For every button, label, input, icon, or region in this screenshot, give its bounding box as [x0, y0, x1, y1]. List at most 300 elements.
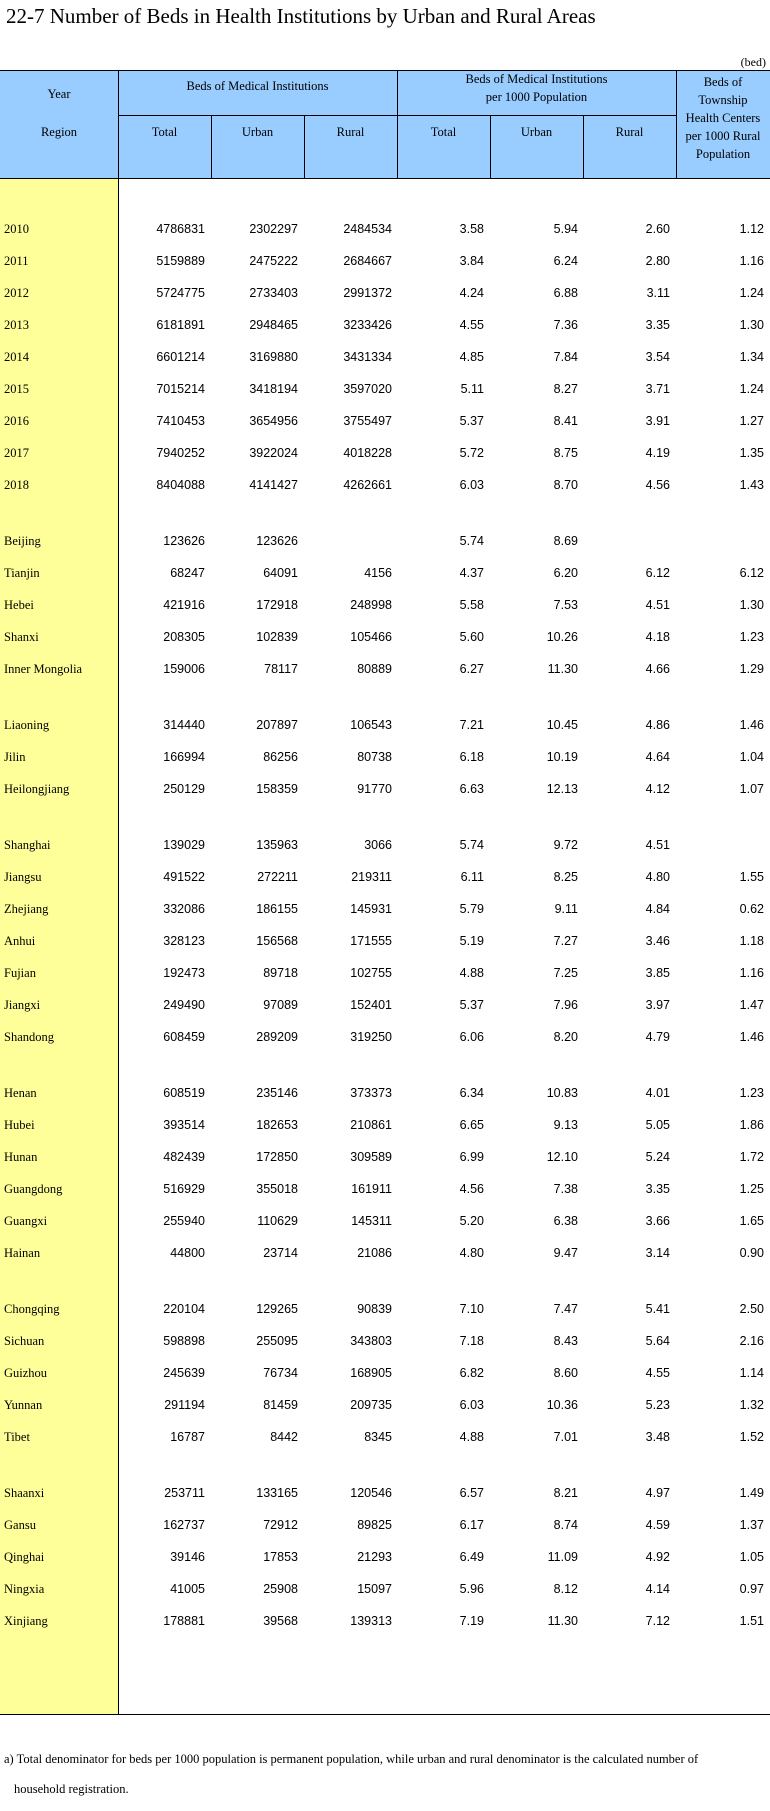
cell-value: 1.46 — [739, 1030, 764, 1044]
header-rural-per1000: Rural — [615, 125, 644, 139]
cell-value: 2.50 — [739, 1302, 764, 1316]
cell-value: 0.97 — [739, 1582, 764, 1596]
cell-value: 5.74 — [459, 534, 484, 548]
cell-value: 1.16 — [739, 966, 764, 980]
header-vline — [490, 115, 491, 178]
row-label: Sichuan — [4, 1334, 45, 1348]
cell-value: 1.86 — [739, 1118, 764, 1132]
cell-value: 6.18 — [459, 750, 484, 764]
row-label: Qinghai — [4, 1550, 45, 1564]
cell-value: 4.18 — [645, 630, 670, 644]
cell-value: 5.37 — [459, 414, 484, 428]
table-row — [0, 475, 770, 497]
cell-value: 7.47 — [553, 1302, 578, 1316]
cell-value: 8.21 — [553, 1486, 578, 1500]
cell-value: 6.24 — [553, 254, 578, 268]
header-urban-per1000: Urban — [520, 125, 553, 139]
row-label: Heilongjiang — [4, 782, 70, 796]
row-label: Guangxi — [4, 1214, 48, 1228]
cell-value: 4.24 — [459, 286, 484, 300]
header-township-2: Township — [698, 93, 748, 107]
table-row — [0, 251, 770, 273]
cell-value: 4.51 — [645, 838, 670, 852]
cell-value: 235146 — [256, 1086, 298, 1100]
cell-value: 1.23 — [739, 1086, 764, 1100]
cell-value: 4.51 — [645, 598, 670, 612]
cell-value: 5.58 — [459, 598, 484, 612]
cell-value: 3.11 — [646, 286, 670, 300]
cell-value: 7015214 — [156, 382, 205, 396]
cell-value: 1.72 — [739, 1150, 764, 1164]
cell-value: 4.79 — [645, 1030, 670, 1044]
cell-value: 7.12 — [645, 1614, 670, 1628]
cell-value: 208305 — [163, 630, 205, 644]
cell-value: 123626 — [256, 534, 298, 548]
table-row — [0, 443, 770, 465]
cell-value: 3.71 — [645, 382, 670, 396]
header-per1000-line2: per 1000 Population — [485, 90, 588, 104]
cell-value: 1.27 — [739, 414, 764, 428]
cell-value: 39146 — [170, 1550, 205, 1564]
cell-value: 245639 — [163, 1366, 205, 1380]
cell-value: 1.47 — [739, 998, 764, 1012]
cell-value: 8.43 — [553, 1334, 578, 1348]
cell-value: 10.26 — [546, 630, 578, 644]
cell-value: 2302297 — [249, 222, 298, 236]
table-row — [0, 1147, 770, 1169]
cell-value: 7.21 — [459, 718, 484, 732]
cell-value: 3.84 — [459, 254, 484, 268]
cell-value: 6601214 — [156, 350, 205, 364]
cell-value: 105466 — [350, 630, 392, 644]
cell-value: 1.05 — [739, 1550, 764, 1564]
cell-value: 152401 — [350, 998, 392, 1012]
cell-value: 4.84 — [645, 902, 670, 916]
cell-value: 106543 — [350, 718, 392, 732]
cell-value: 12.13 — [546, 782, 578, 796]
cell-value: 332086 — [163, 902, 205, 916]
cell-value: 7.01 — [553, 1430, 578, 1444]
header-township-1: Beds of — [703, 75, 743, 89]
cell-value: 491522 — [163, 870, 205, 884]
row-label: Guangdong — [4, 1182, 63, 1196]
header-vline — [304, 115, 305, 178]
beds-table — [0, 70, 770, 1715]
cell-value: 3755497 — [343, 414, 392, 428]
row-label: Tianjin — [4, 566, 40, 580]
cell-value: 1.32 — [739, 1398, 764, 1412]
footnote-line1: a) Total denominator for beds per 1000 population is permanent population, while urban and rural denominator is the calculated number of — [4, 1752, 699, 1766]
row-label: Inner Mongolia — [4, 662, 83, 676]
cell-value: 3654956 — [249, 414, 298, 428]
cell-value: 289209 — [256, 1030, 298, 1044]
cell-value: 209735 — [350, 1398, 392, 1412]
cell-value: 7.84 — [553, 350, 578, 364]
cell-value: 5.20 — [459, 1214, 484, 1228]
cell-value: 6.03 — [459, 478, 484, 492]
cell-value: 178881 — [163, 1614, 205, 1628]
cell-value: 110629 — [257, 1214, 298, 1228]
cell-value: 1.46 — [739, 718, 764, 732]
cell-value: 2733403 — [249, 286, 298, 300]
table-row — [0, 531, 770, 553]
cell-value: 328123 — [163, 934, 205, 948]
cell-value: 3.14 — [645, 1246, 670, 1260]
cell-value: 68247 — [170, 566, 205, 580]
cell-value: 6.88 — [553, 286, 578, 300]
cell-value: 166994 — [163, 750, 205, 764]
cell-value: 249490 — [163, 998, 205, 1012]
cell-value: 16787 — [170, 1430, 205, 1444]
header-urban: Urban — [241, 125, 274, 139]
cell-value: 6.57 — [459, 1486, 484, 1500]
cell-value: 9.13 — [553, 1118, 578, 1132]
cell-value: 4786831 — [156, 222, 205, 236]
table-row — [0, 1427, 770, 1449]
cell-value: 2.60 — [645, 222, 670, 236]
row-label: Tibet — [4, 1430, 30, 1444]
cell-value: 1.51 — [739, 1614, 764, 1628]
cell-value: 133165 — [256, 1486, 298, 1500]
cell-value: 8.12 — [553, 1582, 578, 1596]
cell-value: 4.64 — [645, 750, 670, 764]
cell-value: 9.11 — [554, 902, 578, 916]
cell-value: 1.49 — [739, 1486, 764, 1500]
header-region: Region — [40, 125, 78, 139]
cell-value: 1.18 — [739, 934, 764, 948]
table-row — [0, 1611, 770, 1633]
table-row — [0, 1483, 770, 1505]
cell-value: 3.91 — [645, 414, 670, 428]
header-township-5: Population — [695, 147, 751, 161]
cell-value: 4.56 — [645, 478, 670, 492]
cell-value: 9.72 — [553, 838, 578, 852]
cell-value: 6.03 — [459, 1398, 484, 1412]
cell-value: 9.47 — [553, 1246, 578, 1260]
cell-value: 2948465 — [249, 318, 298, 332]
cell-value: 250129 — [163, 782, 205, 796]
cell-value: 139029 — [163, 838, 205, 852]
cell-value: 4.66 — [645, 662, 670, 676]
row-label: Hunan — [4, 1150, 38, 1164]
cell-value: 393514 — [163, 1118, 205, 1132]
cell-value: 4.01 — [645, 1086, 670, 1100]
header-beds-group: Beds of Medical Institutions — [186, 79, 329, 93]
cell-value: 12.10 — [546, 1150, 578, 1164]
cell-value: 8.69 — [553, 534, 578, 548]
header-rural: Rural — [336, 125, 365, 139]
cell-value: 0.62 — [739, 902, 764, 916]
cell-value: 255095 — [256, 1334, 298, 1348]
cell-value: 1.30 — [739, 318, 764, 332]
cell-value: 5.74 — [459, 838, 484, 852]
cell-value: 2.16 — [739, 1334, 764, 1348]
cell-value: 3.35 — [645, 1182, 670, 1196]
row-label: Yunnan — [4, 1398, 43, 1412]
cell-value: 1.04 — [739, 750, 764, 764]
cell-value: 3418194 — [249, 382, 298, 396]
cell-value: 1.52 — [739, 1430, 764, 1444]
cell-value: 516929 — [163, 1182, 205, 1196]
cell-value: 1.55 — [739, 870, 764, 884]
cell-value: 5159889 — [156, 254, 205, 268]
cell-value: 5.19 — [459, 934, 484, 948]
cell-value: 5.60 — [459, 630, 484, 644]
cell-value: 207897 — [256, 718, 298, 732]
cell-value: 7.25 — [553, 966, 578, 980]
cell-value: 4.86 — [645, 718, 670, 732]
cell-value: 3.85 — [645, 966, 670, 980]
row-label: Ningxia — [4, 1582, 45, 1596]
cell-value: 8442 — [270, 1430, 298, 1444]
cell-value: 4.80 — [645, 870, 670, 884]
cell-value: 4141427 — [249, 478, 298, 492]
header-vline — [676, 71, 677, 178]
cell-value: 3.58 — [459, 222, 484, 236]
cell-value: 319250 — [350, 1030, 392, 1044]
cell-value: 5724775 — [156, 286, 205, 300]
cell-value: 123626 — [163, 534, 205, 548]
cell-value: 0.90 — [739, 1246, 764, 1260]
cell-value: 186155 — [256, 902, 298, 916]
cell-value: 7.27 — [553, 934, 578, 948]
table-row — [0, 1299, 770, 1321]
cell-value: 7.38 — [553, 1182, 578, 1196]
cell-value: 210861 — [350, 1118, 392, 1132]
cell-value: 5.05 — [645, 1118, 670, 1132]
row-label: 2016 — [4, 414, 29, 428]
cell-value: 220104 — [163, 1302, 205, 1316]
cell-value: 135963 — [256, 838, 298, 852]
cell-value: 3431334 — [343, 350, 392, 364]
cell-value: 21086 — [357, 1246, 392, 1260]
cell-value: 4.88 — [459, 1430, 484, 1444]
cell-value: 64091 — [263, 566, 298, 580]
cell-value: 4.19 — [645, 446, 670, 460]
table-row — [0, 1331, 770, 1353]
table-row — [0, 1211, 770, 1233]
cell-value: 4.12 — [645, 782, 670, 796]
row-label: Guizhou — [4, 1366, 48, 1380]
cell-value: 5.72 — [459, 446, 484, 460]
table-row — [0, 283, 770, 305]
row-label: Fujian — [4, 966, 36, 980]
row-label: Gansu — [4, 1518, 36, 1532]
row-label: Hainan — [4, 1246, 41, 1260]
row-label: Jiangxi — [4, 998, 41, 1012]
cell-value: 3.35 — [645, 318, 670, 332]
header-vline — [583, 115, 584, 178]
row-label: 2012 — [4, 286, 29, 300]
cell-value: 25908 — [263, 1582, 298, 1596]
table-row — [0, 1243, 770, 1265]
table-row — [0, 963, 770, 985]
table-row — [0, 379, 770, 401]
cell-value: 608519 — [163, 1086, 205, 1100]
header-vline — [118, 71, 119, 178]
cell-value: 23714 — [263, 1246, 298, 1260]
cell-value: 5.41 — [645, 1302, 670, 1316]
cell-value: 1.34 — [739, 350, 764, 364]
cell-value: 5.24 — [645, 1150, 670, 1164]
table-row — [0, 315, 770, 337]
row-label: Jiangsu — [4, 870, 42, 884]
cell-value: 5.11 — [460, 382, 484, 396]
table-row — [0, 659, 770, 681]
header-vline — [397, 71, 398, 178]
cell-value: 253711 — [164, 1486, 205, 1500]
cell-value: 4.92 — [645, 1550, 670, 1564]
cell-value: 7.18 — [459, 1334, 484, 1348]
cell-value: 17853 — [263, 1550, 298, 1564]
cell-value: 89718 — [263, 966, 298, 980]
cell-value: 1.24 — [739, 382, 764, 396]
cell-value: 7.19 — [459, 1614, 484, 1628]
cell-value: 192473 — [163, 966, 205, 980]
table-row — [0, 1027, 770, 1049]
cell-value: 7.96 — [553, 998, 578, 1012]
header-total-per1000: Total — [430, 125, 457, 139]
cell-value: 8.60 — [553, 1366, 578, 1380]
cell-value: 11.30 — [547, 662, 578, 676]
cell-value: 8.75 — [553, 446, 578, 460]
cell-value: 5.96 — [459, 1582, 484, 1596]
cell-value: 1.07 — [739, 782, 764, 796]
cell-value: 1.14 — [739, 1366, 764, 1380]
row-label: Anhui — [4, 934, 36, 948]
cell-value: 4.59 — [645, 1518, 670, 1532]
row-label: Shanghai — [4, 838, 51, 852]
cell-value: 7.36 — [553, 318, 578, 332]
table-row — [0, 1515, 770, 1537]
cell-value: 3169880 — [249, 350, 298, 364]
cell-value: 44800 — [170, 1246, 205, 1260]
table-row — [0, 931, 770, 953]
table-row — [0, 779, 770, 801]
row-label: 2010 — [4, 222, 29, 236]
cell-value: 139313 — [350, 1614, 392, 1628]
cell-value: 2475222 — [249, 254, 298, 268]
cell-value: 171555 — [350, 934, 392, 948]
table-row — [0, 1083, 770, 1105]
cell-value: 291194 — [164, 1398, 205, 1412]
cell-value: 1.24 — [739, 286, 764, 300]
cell-value: 5.94 — [553, 222, 578, 236]
table-row — [0, 899, 770, 921]
cell-value: 91770 — [357, 782, 392, 796]
cell-value: 421916 — [163, 598, 205, 612]
cell-value: 6.12 — [739, 566, 764, 580]
cell-value: 248998 — [350, 598, 392, 612]
row-label: Chongqing — [4, 1302, 60, 1316]
cell-value: 159006 — [163, 662, 205, 676]
cell-value: 7410453 — [156, 414, 205, 428]
cell-value: 15097 — [357, 1582, 392, 1596]
cell-value: 219311 — [351, 870, 392, 884]
cell-value: 8.41 — [553, 414, 578, 428]
cell-value: 1.30 — [739, 598, 764, 612]
cell-value: 97089 — [263, 998, 298, 1012]
cell-value: 8.70 — [553, 478, 578, 492]
cell-value: 3922024 — [249, 446, 298, 460]
table-row — [0, 995, 770, 1017]
cell-value: 355018 — [256, 1182, 298, 1196]
page-title: 22-7 Number of Beds in Health Institutions by Urban and Rural Areas — [6, 4, 596, 28]
cell-value: 3.54 — [645, 350, 670, 364]
cell-value: 90839 — [357, 1302, 392, 1316]
cell-value: 86256 — [263, 750, 298, 764]
cell-value: 1.43 — [739, 478, 764, 492]
cell-value: 81459 — [263, 1398, 298, 1412]
cell-value: 7.53 — [553, 598, 578, 612]
cell-value: 6.06 — [459, 1030, 484, 1044]
cell-value: 2684667 — [343, 254, 392, 268]
cell-value: 6.82 — [459, 1366, 484, 1380]
cell-value: 11.09 — [547, 1550, 578, 1564]
unit-label: (bed) — [740, 55, 766, 69]
cell-value: 5.37 — [459, 998, 484, 1012]
row-label: Henan — [4, 1086, 37, 1100]
table-row — [0, 867, 770, 889]
row-label: 2014 — [4, 350, 29, 364]
table-row — [0, 219, 770, 241]
cell-value: 1.12 — [739, 222, 764, 236]
cell-value: 168905 — [350, 1366, 392, 1380]
table-header — [0, 71, 770, 179]
cell-value: 145931 — [350, 902, 392, 916]
cell-value: 80889 — [357, 662, 392, 676]
table-row — [0, 1179, 770, 1201]
cell-value: 608459 — [163, 1030, 205, 1044]
cell-value: 3.66 — [645, 1214, 670, 1228]
cell-value: 4018228 — [343, 446, 392, 460]
cell-value: 72912 — [263, 1518, 298, 1532]
table-row — [0, 715, 770, 737]
cell-value: 373373 — [350, 1086, 392, 1100]
cell-value: 6.17 — [459, 1518, 484, 1532]
cell-value: 4.97 — [645, 1486, 670, 1500]
cell-value: 598898 — [163, 1334, 205, 1348]
cell-value: 4.37 — [459, 566, 484, 580]
cell-value: 255940 — [163, 1214, 205, 1228]
row-label: Shaanxi — [4, 1486, 45, 1500]
header-per1000-line1: Beds of Medical Institutions — [465, 72, 608, 86]
cell-value: 6.34 — [459, 1086, 484, 1100]
row-label: Shanxi — [4, 630, 39, 644]
table-row — [0, 747, 770, 769]
cell-value: 4156 — [364, 566, 392, 580]
cell-value: 1.37 — [739, 1518, 764, 1532]
cell-value: 4.55 — [459, 318, 484, 332]
row-label: Jilin — [4, 750, 26, 764]
cell-value: 8404088 — [156, 478, 205, 492]
row-label: Liaoning — [4, 718, 50, 732]
row-label: Zhejiang — [4, 902, 49, 916]
cell-value: 11.30 — [547, 1614, 578, 1628]
cell-value: 156568 — [256, 934, 298, 948]
cell-value: 5.23 — [645, 1398, 670, 1412]
cell-value: 3597020 — [343, 382, 392, 396]
cell-value: 7940252 — [156, 446, 205, 460]
cell-value: 6.49 — [459, 1550, 484, 1564]
cell-value: 1.16 — [739, 254, 764, 268]
table-row — [0, 1363, 770, 1385]
cell-value: 80738 — [357, 750, 392, 764]
table-row — [0, 627, 770, 649]
cell-value: 1.25 — [739, 1182, 764, 1196]
cell-value: 8.20 — [553, 1030, 578, 1044]
cell-value: 272211 — [257, 870, 298, 884]
